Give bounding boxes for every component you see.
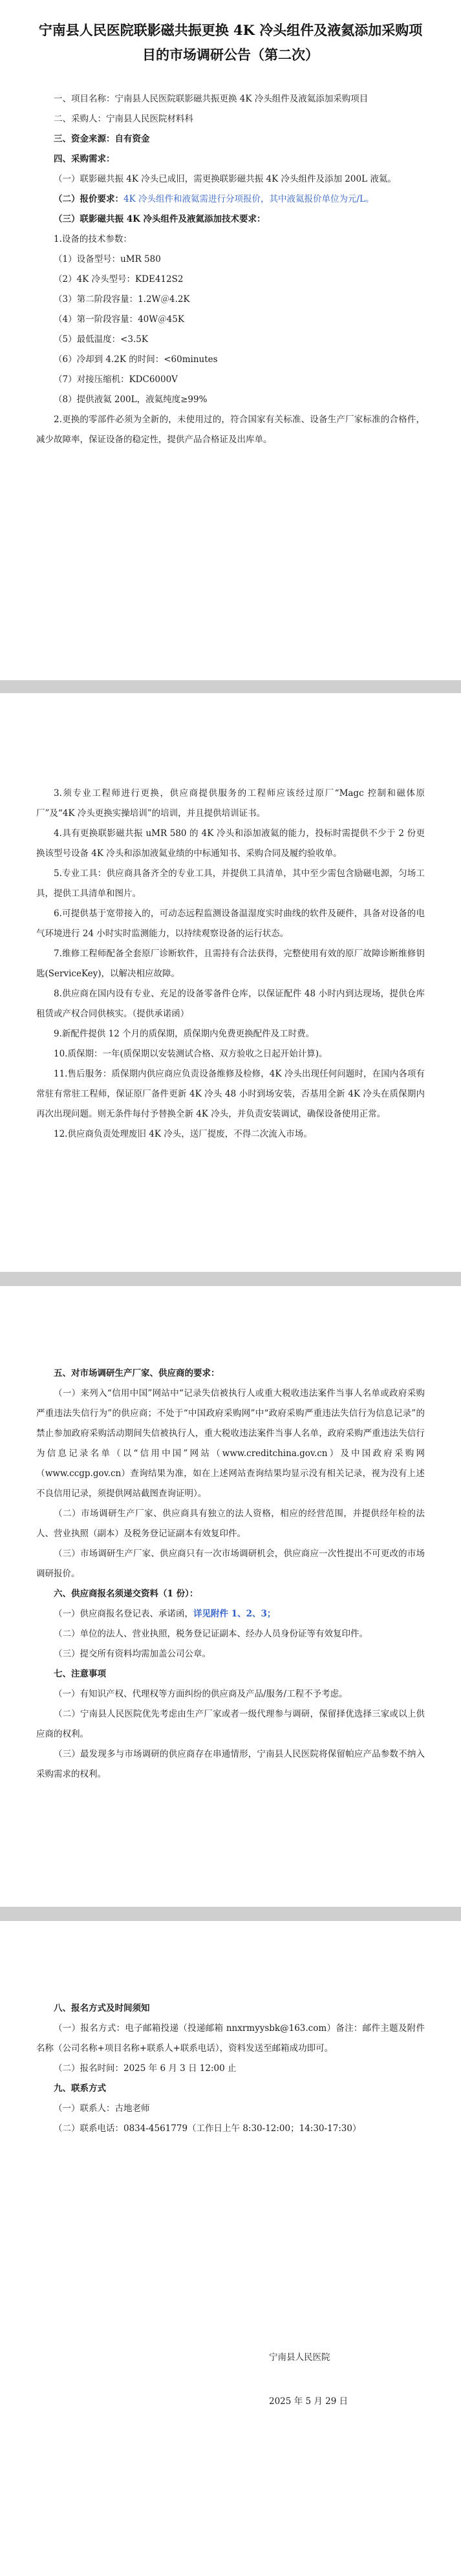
section-contact: 九、联系方式 bbox=[54, 2083, 106, 2094]
attachment-reference: 详见附件 1、2、3； bbox=[193, 1609, 276, 1619]
requirement-item-10: 10.质保期：一年(质保期以安装测试合格、双方验收之日起开始计算)。 bbox=[54, 1049, 328, 1059]
page-1 bbox=[0, 0, 461, 680]
registration-doc-2: （二）单位的法人、营业执照，税务登记证副本、经办人员身份证等有效复印件。 bbox=[54, 1629, 368, 1639]
signing-date: 2025 年 5 月 29 日 bbox=[269, 2396, 348, 2407]
requirement-item-5: 5.专业工具：供应商具备齐全的专业工具，并提供工具清单，其中至少需包含励磁电源，匀场工具，提供工具清单和图片。 bbox=[36, 868, 425, 899]
page-margin bbox=[36, 693, 425, 784]
registration-deadline: （二）报名时间：2025 年 6 月 3 日 12:00 止 bbox=[54, 2063, 237, 2074]
requirement-item-9: 9.新配件提供 12 个月的质保期，质保期内免费更换配件及工时费。 bbox=[54, 1029, 315, 1039]
supplier-requirement-2: （二）市场调研生产厂家、供应商具有独立的法人资格，相应的经营范围，并提供经年检的法人、营业执照（副本）及税务登记证副本有效复印件。 bbox=[36, 1508, 425, 1539]
requirement-2 bbox=[36, 189, 425, 209]
requirement-item-3: 3.须专业工程师进行更换，供应商提供服务的工程师应该经过原厂“Magc 控制和磁体原厂”及“4K 冷头更换实操培训”的培训，并且提供培训证书。 bbox=[36, 788, 425, 819]
page-title: 宁南县人民医院联影磁共振更换 4K 冷头组件及液氦添加采购项目的市场调研公告（第二次） bbox=[38, 22, 423, 63]
contact-person: （一）联系人：古地老师 bbox=[54, 2103, 150, 2114]
tech-param: （4）第一阶段容量：40W＠45K bbox=[54, 314, 184, 325]
requirement-item-4: 4.具有更换联影磁共振 uMR 580 的 4K 冷头和添加液氦的能力，投标时需提供不少于 2 份更换该型号设备 4K 冷头和添加液氦业绩的中标通知书、采购合同及履约验收单。 bbox=[36, 828, 425, 859]
section-requirements: 四、采购需求： bbox=[54, 154, 115, 164]
contact-phone: （二）联系电话：0834-4561779（工作日上午 8:30-12:00；14:30-17:30） bbox=[54, 2123, 361, 2134]
note-2: （二）宁南县人民医院优先考虑由生产厂家或者一级代理参与调研，保留择优选择三家或以上供应商的权利。 bbox=[36, 1709, 425, 1739]
section-registration-docs: 六、供应商报名须递交资料（1 份）： bbox=[54, 1589, 198, 1599]
requirement-item-8: 8.供应商在国内设有专业、充足的设备零备件仓库，以保证配件 48 小时内到达现场，提供仓库租赁或产权合同供核实。（提供承诺函） bbox=[36, 989, 425, 1019]
quote-requirement: 4K 冷头组件和液氦需进行分项报价，其中液氦报价单位为元/L。 bbox=[123, 194, 374, 204]
section-fund-source: 三、资金来源：自有资金 bbox=[54, 134, 150, 144]
page-margin bbox=[36, 1921, 425, 1999]
section-purchaser: 二、采购人：宁南县人民医院材料科 bbox=[54, 114, 193, 124]
section-supplier-requirements: 五、对市场调研生产厂家、供应商的要求： bbox=[54, 1368, 220, 1379]
tech-param: （5）最低温度：<3.5K bbox=[54, 334, 148, 345]
tech-param: （8）提供液氦 200L，液氦纯度≥99% bbox=[54, 394, 208, 405]
requirement-item-12: 12.供应商负责处理废旧 4K 冷头，送厂提废，不得二次流入市场。 bbox=[54, 1129, 312, 1139]
tech-param: （1）设备型号：uMR 580 bbox=[54, 254, 161, 264]
supplier-requirement-3: （三）市场调研生产厂家、供应商只有一次市场调研机会，供应商应一次性提出不可更改的市场调研报价。 bbox=[36, 1549, 425, 1579]
registration-method: （一）报名方式：电子邮箱投递（投递邮箱 nnxrmyysbk@163.com）备注：邮件主题及附件名称（公司名称+项目名称+联系人+联系电话），资料发送至邮箱成功即可。 bbox=[36, 2023, 425, 2054]
registration-doc-1-text: （一）供应商报名登记表、承诺函， bbox=[54, 1609, 193, 1619]
registration-doc-1 bbox=[36, 1604, 425, 1624]
page-2 bbox=[0, 693, 461, 1272]
requirement-item-11: 11.售后服务：质保期内供应商应负责设备维修及检修，4K 冷头出现任何问题时，在国内各项有常驻有常驻工程师，保证原厂备件更新 4K 冷头 48 小时到场安装，否基用全新 4K 冷头在质保期内再次出现问题。则无条件每付予替换全新 4K 冷头，并负责安装调试，确保设备使用正常。 bbox=[36, 1069, 425, 1119]
section-project-name: 一、项目名称：宁南县人民医院联影磁共振更换 4K 冷头组件及液氦添加采购项目 bbox=[54, 94, 369, 104]
section-registration: 八、报名方式及时间须知 bbox=[54, 2003, 150, 2013]
tech-param: （6）冷却到 4.2K 的时间：<60minutes bbox=[54, 354, 218, 365]
signer-name: 宁南县人民医院 bbox=[269, 2352, 330, 2363]
registration-doc-3: （三）提交所有资料均需加盖公司公章。 bbox=[54, 1649, 211, 1659]
page-4 bbox=[0, 1921, 461, 2576]
note-1: （一）有知识产权、代理权等方面纠纷的供应商及产品/服务/工程不予考虑。 bbox=[54, 1689, 348, 1699]
page-margin bbox=[36, 1286, 425, 1364]
tech-param: （7）对接压缩机：KDC6000V bbox=[54, 374, 178, 385]
tech-params-title: 1.设备的技术参数： bbox=[54, 234, 132, 244]
requirement-3: （三）联影磁共振 4K 冷头组件及液氦添加技术要求： bbox=[54, 214, 266, 224]
page-3 bbox=[0, 1286, 461, 1907]
requirement-item-6: 6.可提供基于宽带接入的，可动态远程监测设备温湿度实时曲线的软件及硬件，具备对设备的电气环境进行 24 小时实时监测能力，以持续观察设备的运行状态。 bbox=[36, 908, 425, 939]
tech-param: （2）4K 冷头型号：KDE412S2 bbox=[54, 274, 184, 284]
requirement-1: （一）联影磁共振 4K 冷头已成旧，需更换联影磁共振 4K 冷头组件及添加 200L 液氦。 bbox=[54, 174, 396, 184]
parts-requirement: 2.更换的零部件必须为全新的，未使用过的，符合国家有关标准、设备生产厂家标准的合格件，减少故障率，保证设备的稳定性，提供产品合格证及出库单。 bbox=[36, 414, 425, 445]
requirement-item-7: 7.维修工程师配备全套原厂诊断软件，且需持有合法获得，完整使用有效的原厂故障诊断维修钥匙(ServiceKey)，以解决相应故障。 bbox=[36, 949, 425, 979]
section-notes: 七、注意事项 bbox=[54, 1669, 106, 1679]
tech-params-list bbox=[36, 250, 425, 410]
note-3: （三）最发现多与市场调研的供应商存在串通情形，宁南县人民医院将保留帕应产品参数不纳入采购需求的权利。 bbox=[36, 1749, 425, 1779]
quote-label: （二）报价要求： bbox=[54, 194, 123, 204]
tech-param: （3）第二阶段容量：1.2W＠4.2K bbox=[54, 294, 190, 305]
supplier-requirement-1: （一）来列入“信用中国”网站中“记录失信被执行人或重大税收违法案件当事人名单或政府采购严重违法失信行为”的供应商；不处于“中国政府采购网”中“政府采购严重违法失信行为信息记录”的禁止参加政府采购活动期间失信被执行人，重大税收违法案件当事人名单，政府采购严重违法失信行为信息记录名单（以“信用中国”网站（www.creditchina.gov.cn）及中国政府采购网（www.ccgp.gov.cn）查询结果为准，如在上述网站查询结果均显示没有相关记录，视为没有上述不良信用记录，须提供网站截图查询证明）。 bbox=[36, 1388, 425, 1499]
